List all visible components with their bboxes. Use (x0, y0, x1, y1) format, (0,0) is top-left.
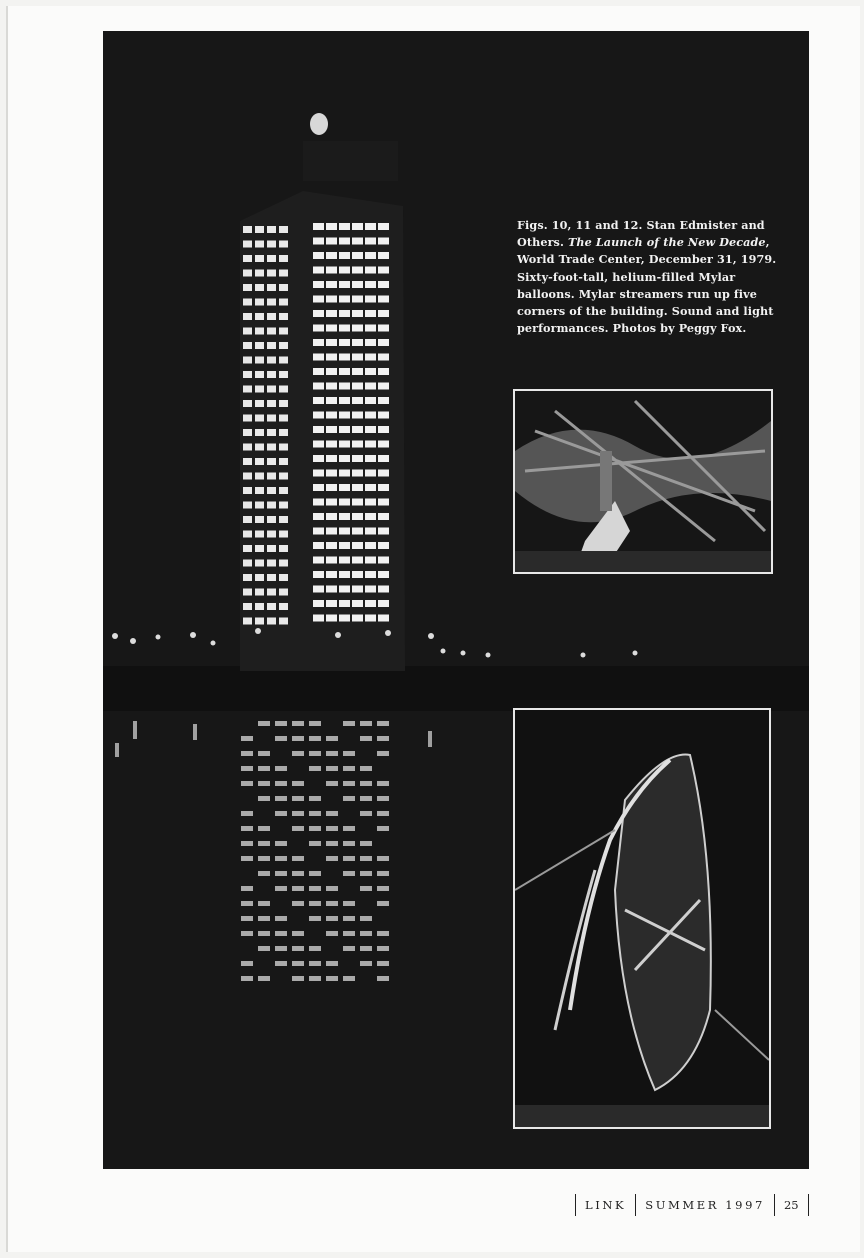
footer-divider (774, 1194, 775, 1216)
figure-caption (517, 217, 779, 337)
mylar-streamers-illustration (515, 710, 769, 1127)
inset-photo-mylar-streamers (513, 708, 771, 1129)
footer-divider (635, 1194, 636, 1216)
inset-photo-balloon-launch (513, 389, 773, 574)
photo-world-trade-center-night (103, 31, 809, 1169)
caption-text-intro: Figs. 10, 11 and 12. Stan Edmister and Others. (517, 218, 765, 250)
footer-issue: SUMMER 1997 (645, 1198, 765, 1212)
footer-divider (808, 1194, 809, 1216)
balloon-launch-illustration (515, 391, 771, 572)
footer-publication: LINK (585, 1198, 627, 1212)
caption-text-details: , World Trade Center, December 31, 1979. Sixty-foot-tall, helium-filled Mylar balloons. Mylar streamers run up five corners of the building. Sound and light performances. Photos by Peggy Fox. (517, 235, 777, 336)
footer-divider (575, 1194, 576, 1216)
caption-work-title: The Launch of the New Decade (567, 235, 766, 250)
footer-page-number: 25 (783, 1198, 799, 1212)
magazine-page (6, 6, 860, 1252)
page-footer (566, 1193, 818, 1217)
